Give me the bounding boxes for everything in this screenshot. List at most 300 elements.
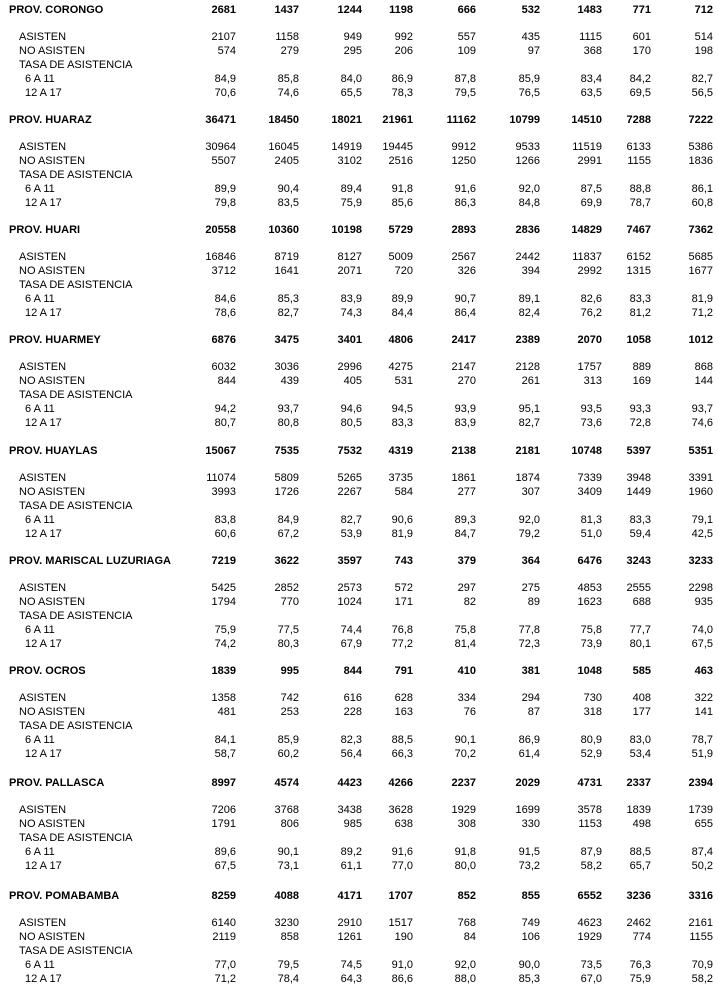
cell-value: 1699 (515, 804, 540, 816)
cell-value: 77,8 (518, 624, 540, 636)
cell-value: 2462 (626, 917, 651, 929)
cell-value: 67,5 (691, 638, 713, 650)
cell-value: 83,3 (629, 293, 651, 305)
cell-value: 84,7 (454, 528, 476, 540)
cell-value: 56,4 (340, 748, 362, 760)
cell-value: 394 (521, 265, 540, 277)
cell-value: 67,2 (277, 528, 299, 540)
cell-value: 3768 (274, 804, 299, 816)
province-header-row (0, 333, 718, 347)
cell-value: 170 (632, 45, 651, 57)
cell-value: 308 (457, 818, 476, 830)
province-block (0, 113, 718, 221)
cell-value: 2070 (577, 334, 602, 346)
cell-value: 77,7 (629, 624, 651, 636)
cell-value: 89 (527, 596, 540, 608)
cell-value: 84,0 (340, 73, 362, 85)
cell-value: 1058 (626, 334, 651, 346)
cell-value: 80,5 (340, 417, 362, 429)
cell-value: 67,9 (340, 638, 362, 650)
cell-value: 410 (457, 665, 476, 677)
province-block (0, 3, 718, 111)
data-row-r12-17 (0, 859, 718, 873)
province-name: PROV. HUARAZ (9, 114, 92, 126)
cell-value: 89,6 (214, 846, 236, 858)
data-row-rate (0, 831, 718, 845)
cell-value: 7535 (274, 445, 299, 457)
cell-value: 4574 (274, 777, 299, 789)
cell-value: 85,9 (518, 73, 540, 85)
cell-value: 275 (521, 582, 540, 594)
row-label: TASA DE ASISTENCIA (19, 389, 133, 401)
cell-value: 86,4 (454, 307, 476, 319)
row-label: TASA DE ASISTENCIA (19, 720, 133, 732)
cell-value: 85,8 (277, 73, 299, 85)
cell-value: 5685 (688, 251, 713, 263)
cell-value: 86,1 (691, 183, 713, 195)
cell-value: 73,5 (580, 959, 602, 971)
cell-value: 3578 (577, 804, 602, 816)
cell-value: 60,6 (214, 528, 236, 540)
cell-value: 82,7 (340, 514, 362, 526)
cell-value: 307 (521, 486, 540, 498)
data-row-asisten (0, 581, 718, 595)
cell-value: 3993 (211, 486, 236, 498)
cell-value: 65,5 (340, 87, 362, 99)
cell-value: 3243 (626, 555, 651, 567)
row-label: NO ASISTEN (19, 596, 86, 608)
cell-value: 87,8 (454, 73, 476, 85)
cell-value: 83,3 (391, 417, 413, 429)
cell-value: 985 (343, 818, 362, 830)
cell-value: 368 (583, 45, 602, 57)
cell-value: 949 (343, 31, 362, 43)
row-label: ASISTEN (19, 361, 67, 373)
row-label: NO ASISTEN (19, 45, 86, 57)
cell-value: 10748 (571, 445, 602, 457)
cell-value: 2147 (451, 361, 476, 373)
data-row-r12-17 (0, 972, 718, 986)
row-label: TASA DE ASISTENCIA (19, 832, 133, 844)
cell-value: 408 (632, 692, 651, 704)
province-header-row (0, 776, 718, 790)
cell-value: 8997 (211, 777, 236, 789)
cell-value: 83,5 (277, 197, 299, 209)
row-label: 6 A 11 (25, 959, 55, 971)
data-row-no-asisten (0, 930, 718, 944)
cell-value: 67,5 (214, 860, 236, 872)
row-label: 12 A 17 (25, 973, 62, 985)
cell-value: 90,1 (454, 734, 476, 746)
cell-value: 2298 (688, 582, 713, 594)
cell-value: 439 (280, 375, 299, 387)
cell-value: 81,3 (580, 514, 602, 526)
cell-value: 3409 (577, 486, 602, 498)
cell-value: 70,2 (454, 748, 476, 760)
cell-value: 1726 (274, 486, 299, 498)
cell-value: 2516 (388, 155, 413, 167)
cell-value: 82,7 (518, 417, 540, 429)
row-label: TASA DE ASISTENCIA (19, 279, 133, 291)
cell-value: 80,9 (580, 734, 602, 746)
cell-value: 58,2 (691, 973, 713, 985)
cell-value: 75,8 (454, 624, 476, 636)
row-label: ASISTEN (19, 141, 67, 153)
cell-value: 75,9 (340, 197, 362, 209)
cell-value: 270 (457, 375, 476, 387)
cell-value: 89,9 (214, 183, 236, 195)
cell-value: 5425 (211, 582, 236, 594)
cell-value: 2119 (212, 931, 236, 943)
province-name: PROV. OCROS (9, 665, 86, 677)
cell-value: 638 (394, 818, 413, 830)
cell-value: 84,1 (214, 734, 236, 746)
cell-value: 4171 (337, 890, 362, 902)
province-name: PROV. HUAYLAS (9, 445, 98, 457)
cell-value: 18450 (268, 114, 299, 126)
cell-value: 2161 (688, 917, 713, 929)
cell-value: 3401 (337, 334, 362, 346)
cell-value: 67,0 (580, 973, 602, 985)
cell-value: 2442 (515, 251, 540, 263)
cell-value: 9912 (451, 141, 476, 153)
cell-value: 774 (632, 931, 651, 943)
province-name: PROV. HUARMEY (9, 334, 101, 346)
row-label: 12 A 17 (25, 417, 62, 429)
cell-value: 3036 (274, 361, 299, 373)
data-row-no-asisten (0, 595, 718, 609)
cell-value: 88,5 (391, 734, 413, 746)
cell-value: 4853 (577, 582, 602, 594)
cell-value: 74,0 (691, 624, 713, 636)
cell-value: 8127 (337, 251, 362, 263)
cell-value: 771 (632, 4, 651, 16)
cell-value: 1315 (626, 265, 651, 277)
cell-value: 3233 (688, 555, 713, 567)
cell-value: 87,4 (691, 846, 713, 858)
cell-value: 5809 (274, 472, 299, 484)
province-block (0, 444, 718, 552)
cell-value: 63,5 (580, 87, 602, 99)
cell-value: 14919 (331, 141, 362, 153)
cell-value: 1794 (211, 596, 236, 608)
row-label: NO ASISTEN (19, 706, 86, 718)
cell-value: 60,8 (691, 197, 713, 209)
cell-value: 2893 (451, 224, 476, 236)
cell-value: 144 (694, 375, 713, 387)
cell-value: 1244 (337, 4, 362, 16)
data-row-no-asisten (0, 374, 718, 388)
cell-value: 86,9 (391, 73, 413, 85)
cell-value: 75,8 (580, 624, 602, 636)
cell-value: 3316 (688, 890, 713, 902)
cell-value: 85,9 (277, 734, 299, 746)
cell-value: 74,6 (277, 87, 299, 99)
cell-value: 79,5 (454, 87, 476, 99)
cell-value: 2567 (451, 251, 476, 263)
row-label: 12 A 17 (25, 307, 62, 319)
cell-value: 93,9 (454, 403, 476, 415)
row-label: ASISTEN (19, 31, 67, 43)
cell-value: 77,5 (277, 624, 299, 636)
cell-value: 88,5 (629, 846, 651, 858)
data-row-rate (0, 499, 718, 513)
cell-value: 2852 (274, 582, 299, 594)
cell-value: 72,3 (518, 638, 540, 650)
cell-value: 1623 (577, 596, 602, 608)
cell-value: 8259 (211, 890, 236, 902)
cell-value: 2267 (337, 486, 362, 498)
data-row-asisten (0, 30, 718, 44)
cell-value: 1449 (626, 486, 651, 498)
cell-value: 514 (694, 31, 713, 43)
cell-value: 326 (457, 265, 476, 277)
province-block (0, 223, 718, 331)
data-row-r6-11 (0, 182, 718, 196)
cell-value: 5009 (388, 251, 413, 263)
cell-value: 1739 (688, 804, 713, 816)
cell-value: 76,2 (580, 307, 602, 319)
cell-value: 65,7 (629, 860, 651, 872)
cell-value: 70,6 (214, 87, 236, 99)
cell-value: 995 (280, 665, 299, 677)
cell-value: 76,8 (391, 624, 413, 636)
cell-value: 4266 (388, 777, 413, 789)
cell-value: 6476 (577, 555, 602, 567)
cell-value: 86,3 (454, 197, 476, 209)
cell-value: 4806 (388, 334, 413, 346)
cell-value: 82,7 (691, 73, 713, 85)
cell-value: 36471 (205, 114, 236, 126)
cell-value: 87,5 (580, 183, 602, 195)
data-row-r12-17 (0, 637, 718, 651)
cell-value: 1929 (451, 804, 476, 816)
cell-value: 531 (394, 375, 413, 387)
row-label: 12 A 17 (25, 860, 62, 872)
cell-value: 855 (521, 890, 540, 902)
cell-value: 206 (394, 45, 413, 57)
data-row-r12-17 (0, 306, 718, 320)
cell-value: 95,1 (518, 403, 540, 415)
cell-value: 69,9 (580, 197, 602, 209)
cell-value: 81,4 (454, 638, 476, 650)
cell-value: 435 (521, 31, 540, 43)
province-header-row (0, 3, 718, 17)
data-row-asisten (0, 916, 718, 930)
cell-value: 688 (632, 596, 651, 608)
province-header-row (0, 223, 718, 237)
cell-value: 90,1 (277, 846, 299, 858)
cell-value: 279 (280, 45, 299, 57)
cell-value: 76,3 (629, 959, 651, 971)
cell-value: 277 (457, 486, 476, 498)
cell-value: 313 (583, 375, 602, 387)
cell-value: 7339 (577, 472, 602, 484)
row-label: 6 A 11 (25, 734, 55, 746)
cell-value: 61,4 (518, 748, 540, 760)
cell-value: 2992 (577, 265, 602, 277)
cell-value: 51,9 (691, 748, 713, 760)
cell-value: 93,7 (691, 403, 713, 415)
cell-value: 297 (457, 582, 476, 594)
cell-value: 83,0 (629, 734, 651, 746)
cell-value: 76,5 (518, 87, 540, 99)
province-block (0, 664, 718, 772)
row-label: 12 A 17 (25, 748, 62, 760)
data-row-r12-17 (0, 196, 718, 210)
row-label: 12 A 17 (25, 87, 62, 99)
row-label: 6 A 11 (25, 846, 55, 858)
data-row-r6-11 (0, 623, 718, 637)
data-row-asisten (0, 360, 718, 374)
cell-value: 106 (521, 931, 540, 943)
cell-value: 852 (457, 890, 476, 902)
cell-value: 1483 (577, 4, 602, 16)
cell-value: 7222 (688, 114, 713, 126)
cell-value: 1839 (626, 804, 651, 816)
cell-value: 59,4 (629, 528, 651, 540)
cell-value: 177 (632, 706, 651, 718)
row-label: 12 A 17 (25, 197, 62, 209)
cell-value: 82,7 (277, 307, 299, 319)
province-name: PROV. PALLASCA (9, 777, 105, 789)
cell-value: 74,4 (340, 624, 362, 636)
cell-value: 2337 (626, 777, 651, 789)
row-label: 12 A 17 (25, 528, 62, 540)
data-row-no-asisten (0, 817, 718, 831)
cell-value: 198 (694, 45, 713, 57)
cell-value: 64,3 (340, 973, 362, 985)
cell-value: 91,8 (454, 846, 476, 858)
cell-value: 91,6 (454, 183, 476, 195)
data-row-no-asisten (0, 485, 718, 499)
cell-value: 1517 (388, 917, 413, 929)
cell-value: 82,3 (340, 734, 362, 746)
cell-value: 84 (463, 931, 476, 943)
cell-value: 91,0 (391, 959, 413, 971)
cell-value: 743 (394, 555, 413, 567)
cell-value: 171 (394, 596, 413, 608)
cell-value: 7219 (211, 555, 236, 567)
cell-value: 84,8 (518, 197, 540, 209)
cell-value: 79,2 (518, 528, 540, 540)
cell-value: 3475 (274, 334, 299, 346)
cell-value: 86,9 (518, 734, 540, 746)
cell-value: 75,9 (214, 624, 236, 636)
cell-value: 532 (521, 4, 540, 16)
cell-value: 93,5 (580, 403, 602, 415)
cell-value: 770 (280, 596, 299, 608)
cell-value: 3438 (337, 804, 362, 816)
cell-value: 84,4 (391, 307, 413, 319)
row-label: TASA DE ASISTENCIA (19, 59, 133, 71)
cell-value: 768 (457, 917, 476, 929)
cell-value: 79,5 (277, 959, 299, 971)
cell-value: 90,6 (391, 514, 413, 526)
cell-value: 14510 (571, 114, 602, 126)
cell-value: 1261 (337, 931, 362, 943)
cell-value: 1155 (689, 931, 713, 943)
row-label: NO ASISTEN (19, 265, 86, 277)
cell-value: 87,9 (580, 846, 602, 858)
cell-value: 84,2 (629, 73, 651, 85)
province-header-row (0, 889, 718, 903)
cell-value: 15067 (205, 445, 236, 457)
cell-value: 584 (394, 486, 413, 498)
row-label: TASA DE ASISTENCIA (19, 500, 133, 512)
cell-value: 10799 (509, 114, 540, 126)
row-label: TASA DE ASISTENCIA (19, 169, 133, 181)
cell-value: 381 (521, 665, 540, 677)
data-row-r6-11 (0, 513, 718, 527)
cell-value: 90,0 (518, 959, 540, 971)
cell-value: 1266 (515, 155, 540, 167)
cell-value: 52,9 (580, 748, 602, 760)
cell-value: 1358 (211, 692, 236, 704)
cell-value: 6140 (211, 917, 236, 929)
province-name: PROV. HUARI (9, 224, 81, 236)
cell-value: 253 (280, 706, 299, 718)
cell-value: 93,3 (629, 403, 651, 415)
cell-value: 889 (632, 361, 651, 373)
cell-value: 92,0 (454, 959, 476, 971)
cell-value: 935 (694, 596, 713, 608)
cell-value: 844 (343, 665, 362, 677)
row-label: NO ASISTEN (19, 155, 86, 167)
cell-value: 1641 (274, 265, 299, 277)
cell-value: 16846 (205, 251, 236, 263)
province-block (0, 333, 718, 441)
cell-value: 557 (457, 31, 476, 43)
province-name: PROV. CORONGO (9, 4, 104, 16)
cell-value: 42,5 (691, 528, 713, 540)
cell-value: 20558 (205, 224, 236, 236)
data-row-r12-17 (0, 527, 718, 541)
row-label: NO ASISTEN (19, 931, 86, 943)
cell-value: 53,4 (629, 748, 651, 760)
cell-value: 81,9 (691, 293, 713, 305)
cell-value: 601 (632, 31, 651, 43)
cell-value: 91,5 (518, 846, 540, 858)
cell-value: 2071 (337, 265, 362, 277)
cell-value: 6876 (211, 334, 236, 346)
data-row-no-asisten (0, 264, 718, 278)
cell-value: 463 (694, 665, 713, 677)
cell-value: 16045 (268, 141, 299, 153)
cell-value: 61,1 (340, 860, 362, 872)
cell-value: 3102 (337, 155, 362, 167)
cell-value: 78,3 (391, 87, 413, 99)
cell-value: 405 (343, 375, 362, 387)
cell-value: 70,9 (691, 959, 713, 971)
row-label: 6 A 11 (25, 514, 55, 526)
cell-value: 73,6 (580, 417, 602, 429)
cell-value: 1153 (578, 818, 602, 830)
cell-value: 10360 (268, 224, 299, 236)
cell-value: 330 (521, 818, 540, 830)
cell-value: 628 (394, 692, 413, 704)
cell-value: 80,1 (629, 638, 651, 650)
cell-value: 5265 (337, 472, 362, 484)
cell-value: 81,9 (391, 528, 413, 540)
row-label: 6 A 11 (25, 624, 55, 636)
cell-value: 75,9 (629, 973, 651, 985)
cell-value: 3622 (274, 555, 299, 567)
cell-value: 2107 (211, 31, 236, 43)
cell-value: 4731 (577, 777, 602, 789)
cell-value: 89,9 (391, 293, 413, 305)
cell-value: 14829 (571, 224, 602, 236)
